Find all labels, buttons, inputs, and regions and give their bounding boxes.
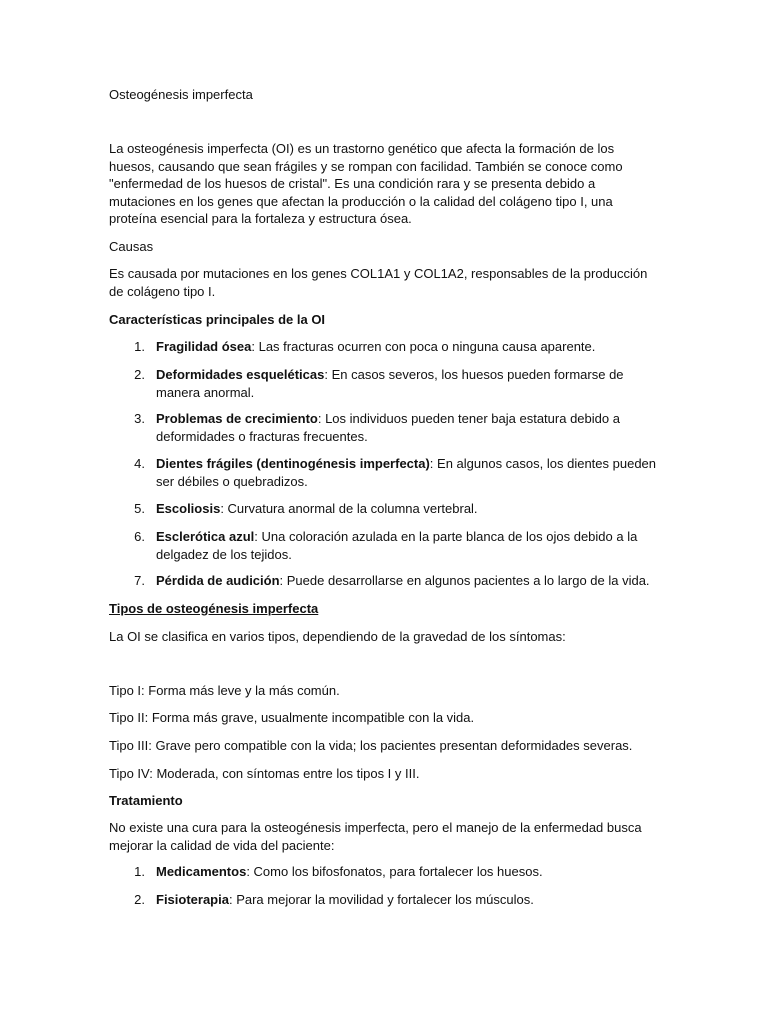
list-term: Dientes frágiles (dentinogénesis imperfecta)	[156, 456, 430, 471]
list-number: 6.	[134, 529, 145, 544]
list-desc: : Puede desarrollarse en algunos pacientes a lo largo de la vida.	[279, 573, 650, 588]
list-number: 2.	[134, 892, 145, 907]
list-desc: : Curvatura anormal de la columna vertebral.	[220, 501, 478, 516]
characteristics-heading: Características principales de la OI	[109, 312, 326, 327]
list-desc: : En algunos casos, los dientes pueden ser débiles o quebradizos.	[156, 456, 657, 489]
list-number: 1.	[134, 339, 145, 354]
list-number: 7.	[134, 573, 145, 588]
type-item: Tipo IV: Moderada, con síntomas entre los tipos I y III.	[109, 766, 420, 781]
treatment-heading: Tratamiento	[109, 793, 183, 808]
list-desc: : En casos severos, los huesos pueden formarse de manera anormal.	[156, 367, 624, 400]
treatment-intro: No existe una cura para la osteogénesis imperfecta, pero el manejo de la enfermedad busca mejorar la calidad de vida del paciente:	[109, 820, 642, 853]
list-term: Esclerótica azul	[156, 529, 255, 544]
type-item: Tipo I: Forma más leve y la más común.	[109, 683, 340, 698]
document-title: Osteogénesis imperfecta	[109, 87, 253, 102]
causes-paragraph: Es causada por mutaciones en los genes COL1A1 y COL1A2, responsables de la producción de colágeno tipo I.	[109, 266, 648, 299]
list-term: Deformidades esqueléticas	[156, 367, 325, 382]
types-heading: Tipos de osteogénesis imperfecta	[109, 601, 319, 616]
list-term: Fragilidad ósea	[156, 339, 252, 354]
list-term: Problemas de crecimiento	[156, 411, 318, 426]
causes-heading: Causas	[109, 239, 154, 254]
list-number: 5.	[134, 501, 145, 516]
list-number: 1.	[134, 864, 145, 879]
list-number: 3.	[134, 411, 145, 426]
list-number: 2.	[134, 367, 145, 382]
list-term: Pérdida de audición	[156, 573, 280, 588]
list-desc: : Los individuos pueden tener baja estatura debido a deformidades o fracturas frecuentes.	[156, 411, 620, 444]
list-desc: : Las fracturas ocurren con poca o ninguna causa aparente.	[251, 339, 596, 354]
list-term: Fisioterapia	[156, 892, 229, 907]
list-desc: : Como los bifosfonatos, para fortalecer los huesos.	[246, 864, 543, 879]
types-intro: La OI se clasifica en varios tipos, dependiendo de la gravedad de los síntomas:	[109, 629, 566, 644]
intro-paragraph: La osteogénesis imperfecta (OI) es un trastorno genético que afecta la formación de los huesos, causando que sean frágiles y se rompan con facilidad. También se conoce como "enfermedad de los huesos de cristal". Es una condición rara y se presenta debido a mutaciones en los genes que afectan la producción o la calidad del colágeno tipo I, una proteína esencial para la fortaleza y estructura ósea.	[109, 141, 623, 226]
list-term: Medicamentos	[156, 864, 247, 879]
list-term: Escoliosis	[156, 501, 221, 516]
list-desc: : Para mejorar la movilidad y fortalecer los músculos.	[228, 892, 534, 907]
type-item: Tipo III: Grave pero compatible con la vida; los pacientes presentan deformidades severas.	[109, 738, 633, 753]
list-desc: : Una coloración azulada en la parte blanca de los ojos debido a la delgadez de los tejidos.	[156, 529, 638, 562]
list-number: 4.	[134, 456, 145, 471]
type-item: Tipo II: Forma más grave, usualmente incompatible con la vida.	[109, 710, 475, 725]
